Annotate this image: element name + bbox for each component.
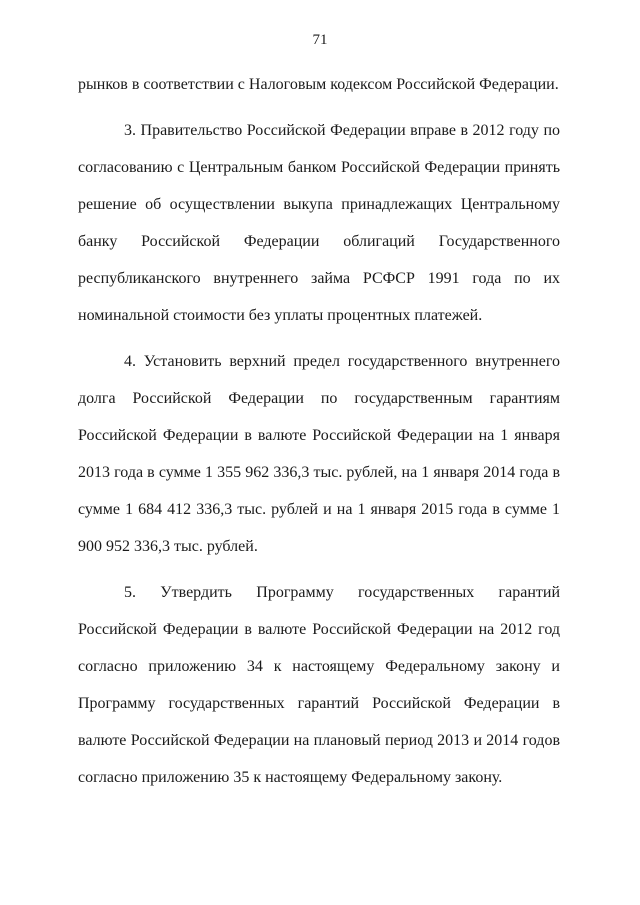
paragraph-3: 3. Правительство Российской Федерации вправе в 2012 году по согласованию с Центральным банком Российской Федерации принять решение об осуществлении выкупа принадлежащих Центральному банку Российской Федерации облигаций Государственного республиканского внутреннего займа РСФСР 1991 года по их номинальной стоимости без уплаты процентных платежей. xyxy=(78,122,560,324)
paragraph-gap xyxy=(78,103,560,112)
paragraph-5: 5. Утвердить Программу государственных гарантий Российской Федерации в валюте Российской Федерации на 2012 год согласно приложению 34 к настоящему Федеральному закону и Программу государственных гарантий Российской Федерации в валюте Российской Федерации на плановый период 2013 и 2014 годов согласно приложению 35 к настоящему Федеральному закону. xyxy=(78,584,560,786)
paragraph-gap xyxy=(78,334,560,343)
document-body xyxy=(78,66,560,796)
paragraph-gap xyxy=(78,565,560,574)
page-number: 71 xyxy=(312,32,328,48)
paragraph-continuation: рынков в соответствии с Налоговым кодексом Российской Федерации. xyxy=(78,76,559,93)
paragraph-4: 4. Установить верхний предел государственного внутреннего долга Российской Федерации по государственным гарантиям Российской Федерации в валюте Российской Федерации на 1 января 2013 года в сумме 1 355 962 336,3 тыс. рублей, на 1 января 2014 года в сумме 1 684 412 336,3 тыс. рублей и на 1 января 2015 года в сумме 1 900 952 336,3 тыс. рублей. xyxy=(78,353,560,555)
